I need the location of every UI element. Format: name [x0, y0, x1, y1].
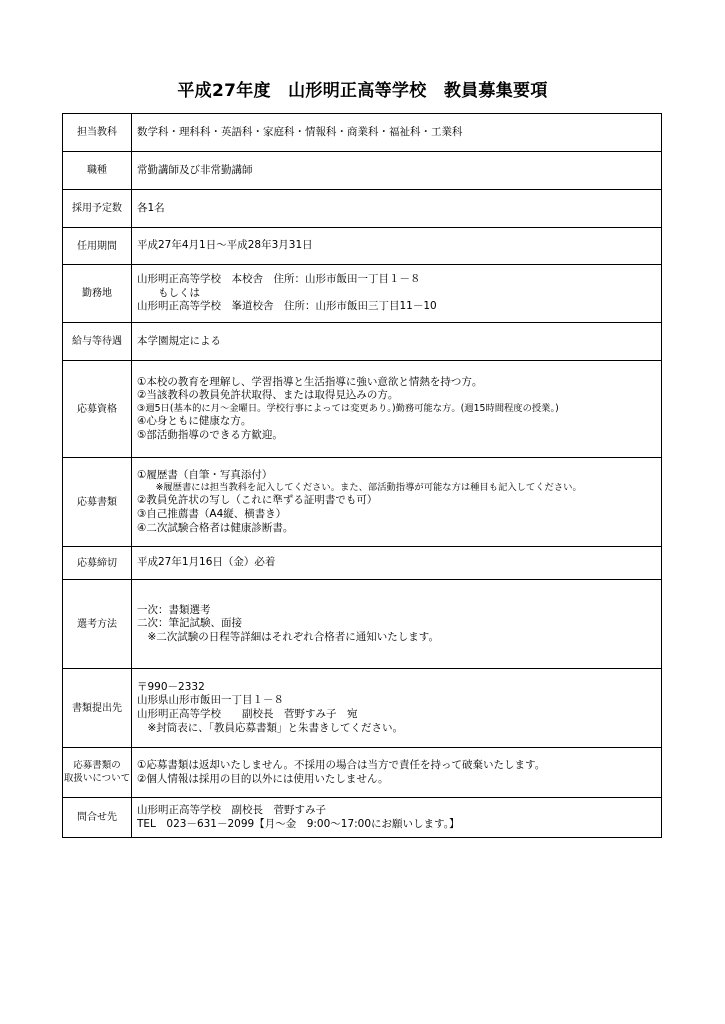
- row-value-line: ②個人情報は採用の目的以外には使用いたしません。: [137, 772, 389, 785]
- row-value-line: 平成27年4月1日～平成28年3月31日: [137, 239, 313, 252]
- row-label-cell: [63, 323, 132, 361]
- table-row: [63, 748, 662, 798]
- row-value-line: 数学科・理科科・英語科・家庭科・情報科・商業科・福祉科・工業科: [137, 125, 463, 138]
- row-value-cell: [132, 748, 662, 798]
- row-label: 応募書類: [77, 496, 117, 508]
- row-value-line: もしくは: [137, 286, 200, 299]
- row-value-line: 山形明正高等学校 副校長 菅野すみ子: [137, 803, 326, 816]
- row-value-cell: [132, 580, 662, 669]
- row-label: 選考方法: [77, 618, 117, 630]
- row-label-cell: [63, 798, 132, 838]
- row-label-cell: [63, 669, 132, 748]
- row-value-line: 山形明正高等学校 副校長 菅野すみ子 宛: [137, 708, 358, 720]
- row-value-cell: [132, 458, 662, 547]
- table-row: [63, 669, 662, 748]
- row-value-cell: [132, 798, 662, 838]
- row-label: 書類提出先: [72, 702, 122, 714]
- row-label: 応募締切: [77, 557, 117, 569]
- table-row: [63, 265, 662, 323]
- page-title: 平成27年度 山形明正高等学校 教員募集要項: [177, 81, 548, 101]
- row-label: 職種: [87, 165, 107, 176]
- row-value-line: 本学園規定による: [137, 334, 221, 347]
- row-value-line: ①応募書類は返却いたしません。不採用の場合は当方で責任を持って破棄いたします。: [137, 758, 546, 771]
- row-value-line: ②当該教科の教員免許状取得、または取得見込みの方。: [137, 389, 399, 402]
- table-row: [63, 547, 662, 580]
- row-value-cell: [132, 323, 662, 361]
- recruitment-table: [62, 113, 662, 838]
- row-value-cell: [132, 190, 662, 228]
- row-label-cell: [63, 458, 132, 547]
- row-value-cell: [132, 228, 662, 265]
- row-label-cell: [63, 580, 132, 669]
- row-value-cell: [132, 114, 662, 152]
- row-value-line: TEL 023－631－2099【月～金 9:00～17:00にお願いします。】: [137, 817, 460, 830]
- row-label: 任用期間: [77, 240, 117, 252]
- row-label: 給与等待遇: [72, 336, 122, 347]
- table-row: [63, 798, 662, 838]
- table-row: [63, 190, 662, 228]
- table-row: [63, 361, 662, 458]
- row-value-line: ③自己推薦書（A4縦、横書き）: [137, 508, 287, 521]
- row-label: 担当教科: [77, 127, 117, 138]
- row-label-cell: [63, 547, 132, 580]
- row-value-line: 〒990－2332: [137, 680, 205, 693]
- row-value-line: 常勤講師及び非常勤講師: [137, 163, 253, 176]
- row-value-line: 平成27年1月16日（金）必着: [137, 556, 276, 569]
- row-value-cell: [132, 669, 662, 748]
- row-label: 取扱いについて: [63, 772, 131, 784]
- row-label-cell: [63, 152, 132, 190]
- row-label: 応募書類の: [73, 760, 121, 772]
- row-value-line: 山形明正高等学校 本校舎 住所：山形市飯田一丁目１－８: [137, 273, 421, 286]
- table-row: [63, 458, 662, 547]
- table-row: [63, 323, 662, 361]
- row-label: 応募資格: [77, 403, 117, 415]
- row-value-line: ⑤部活動指導のできる方歓迎。: [137, 428, 283, 441]
- row-value-line: 二次：筆記試験、面接: [137, 617, 242, 630]
- row-value-line: ③週5日(基本的に月～金曜日。学校行事によっては変更あり。)勤務可能な方。(週15時間程度の授業。): [137, 402, 559, 414]
- row-value-line: ※封筒表に、「教員応募書類」と朱書きしてください。: [137, 721, 404, 734]
- row-value-line: 一次：書類選考: [137, 603, 211, 616]
- row-value-line: ※履歴書には担当教科を記入してください。また、部活動指導が可能な方は種目も記入してください。: [137, 482, 582, 494]
- row-value-line: ④心身ともに健康な方。: [137, 415, 252, 428]
- row-value-cell: [132, 152, 662, 190]
- table-row: [63, 114, 662, 152]
- row-label-cell: [63, 361, 132, 458]
- row-value-line: 山形明正高等学校 峯道校舎 住所：山形市飯田三丁目11－10: [137, 300, 437, 313]
- row-value-line: ①本校の教育を理解し、学習指導と生活指導に強い意欲と情熱を持つ方。: [137, 375, 483, 388]
- row-label: 採用予定数: [72, 203, 122, 214]
- row-label-cell: [63, 190, 132, 228]
- row-label-cell: [63, 228, 132, 265]
- row-value-line: ①履歴書（自筆・写真添付）: [137, 468, 273, 481]
- row-value-cell: [132, 361, 662, 458]
- row-label: 勤務地: [82, 288, 112, 299]
- row-value-line: 各1名: [137, 201, 165, 214]
- table-row: [63, 228, 662, 265]
- row-value-line: ②教員免許状の写し（これに準ずる証明書でも可）: [137, 494, 378, 507]
- row-value-cell: [132, 265, 662, 323]
- table-row: [63, 152, 662, 190]
- row-label-cell: [63, 265, 132, 323]
- table-row: [63, 580, 662, 669]
- row-label-cell: [63, 114, 132, 152]
- row-value-line: 山形県山形市飯田一丁目１－８: [137, 694, 284, 707]
- row-value-line: ※二次試験の日程等詳細はそれぞれ合格者に通知いたします。: [137, 630, 439, 643]
- row-label-cell: [63, 748, 132, 798]
- row-label: 問合せ先: [77, 812, 117, 823]
- row-value-cell: [132, 547, 662, 580]
- row-value-line: ④二次試験合格者は健康診断書。: [137, 521, 294, 534]
